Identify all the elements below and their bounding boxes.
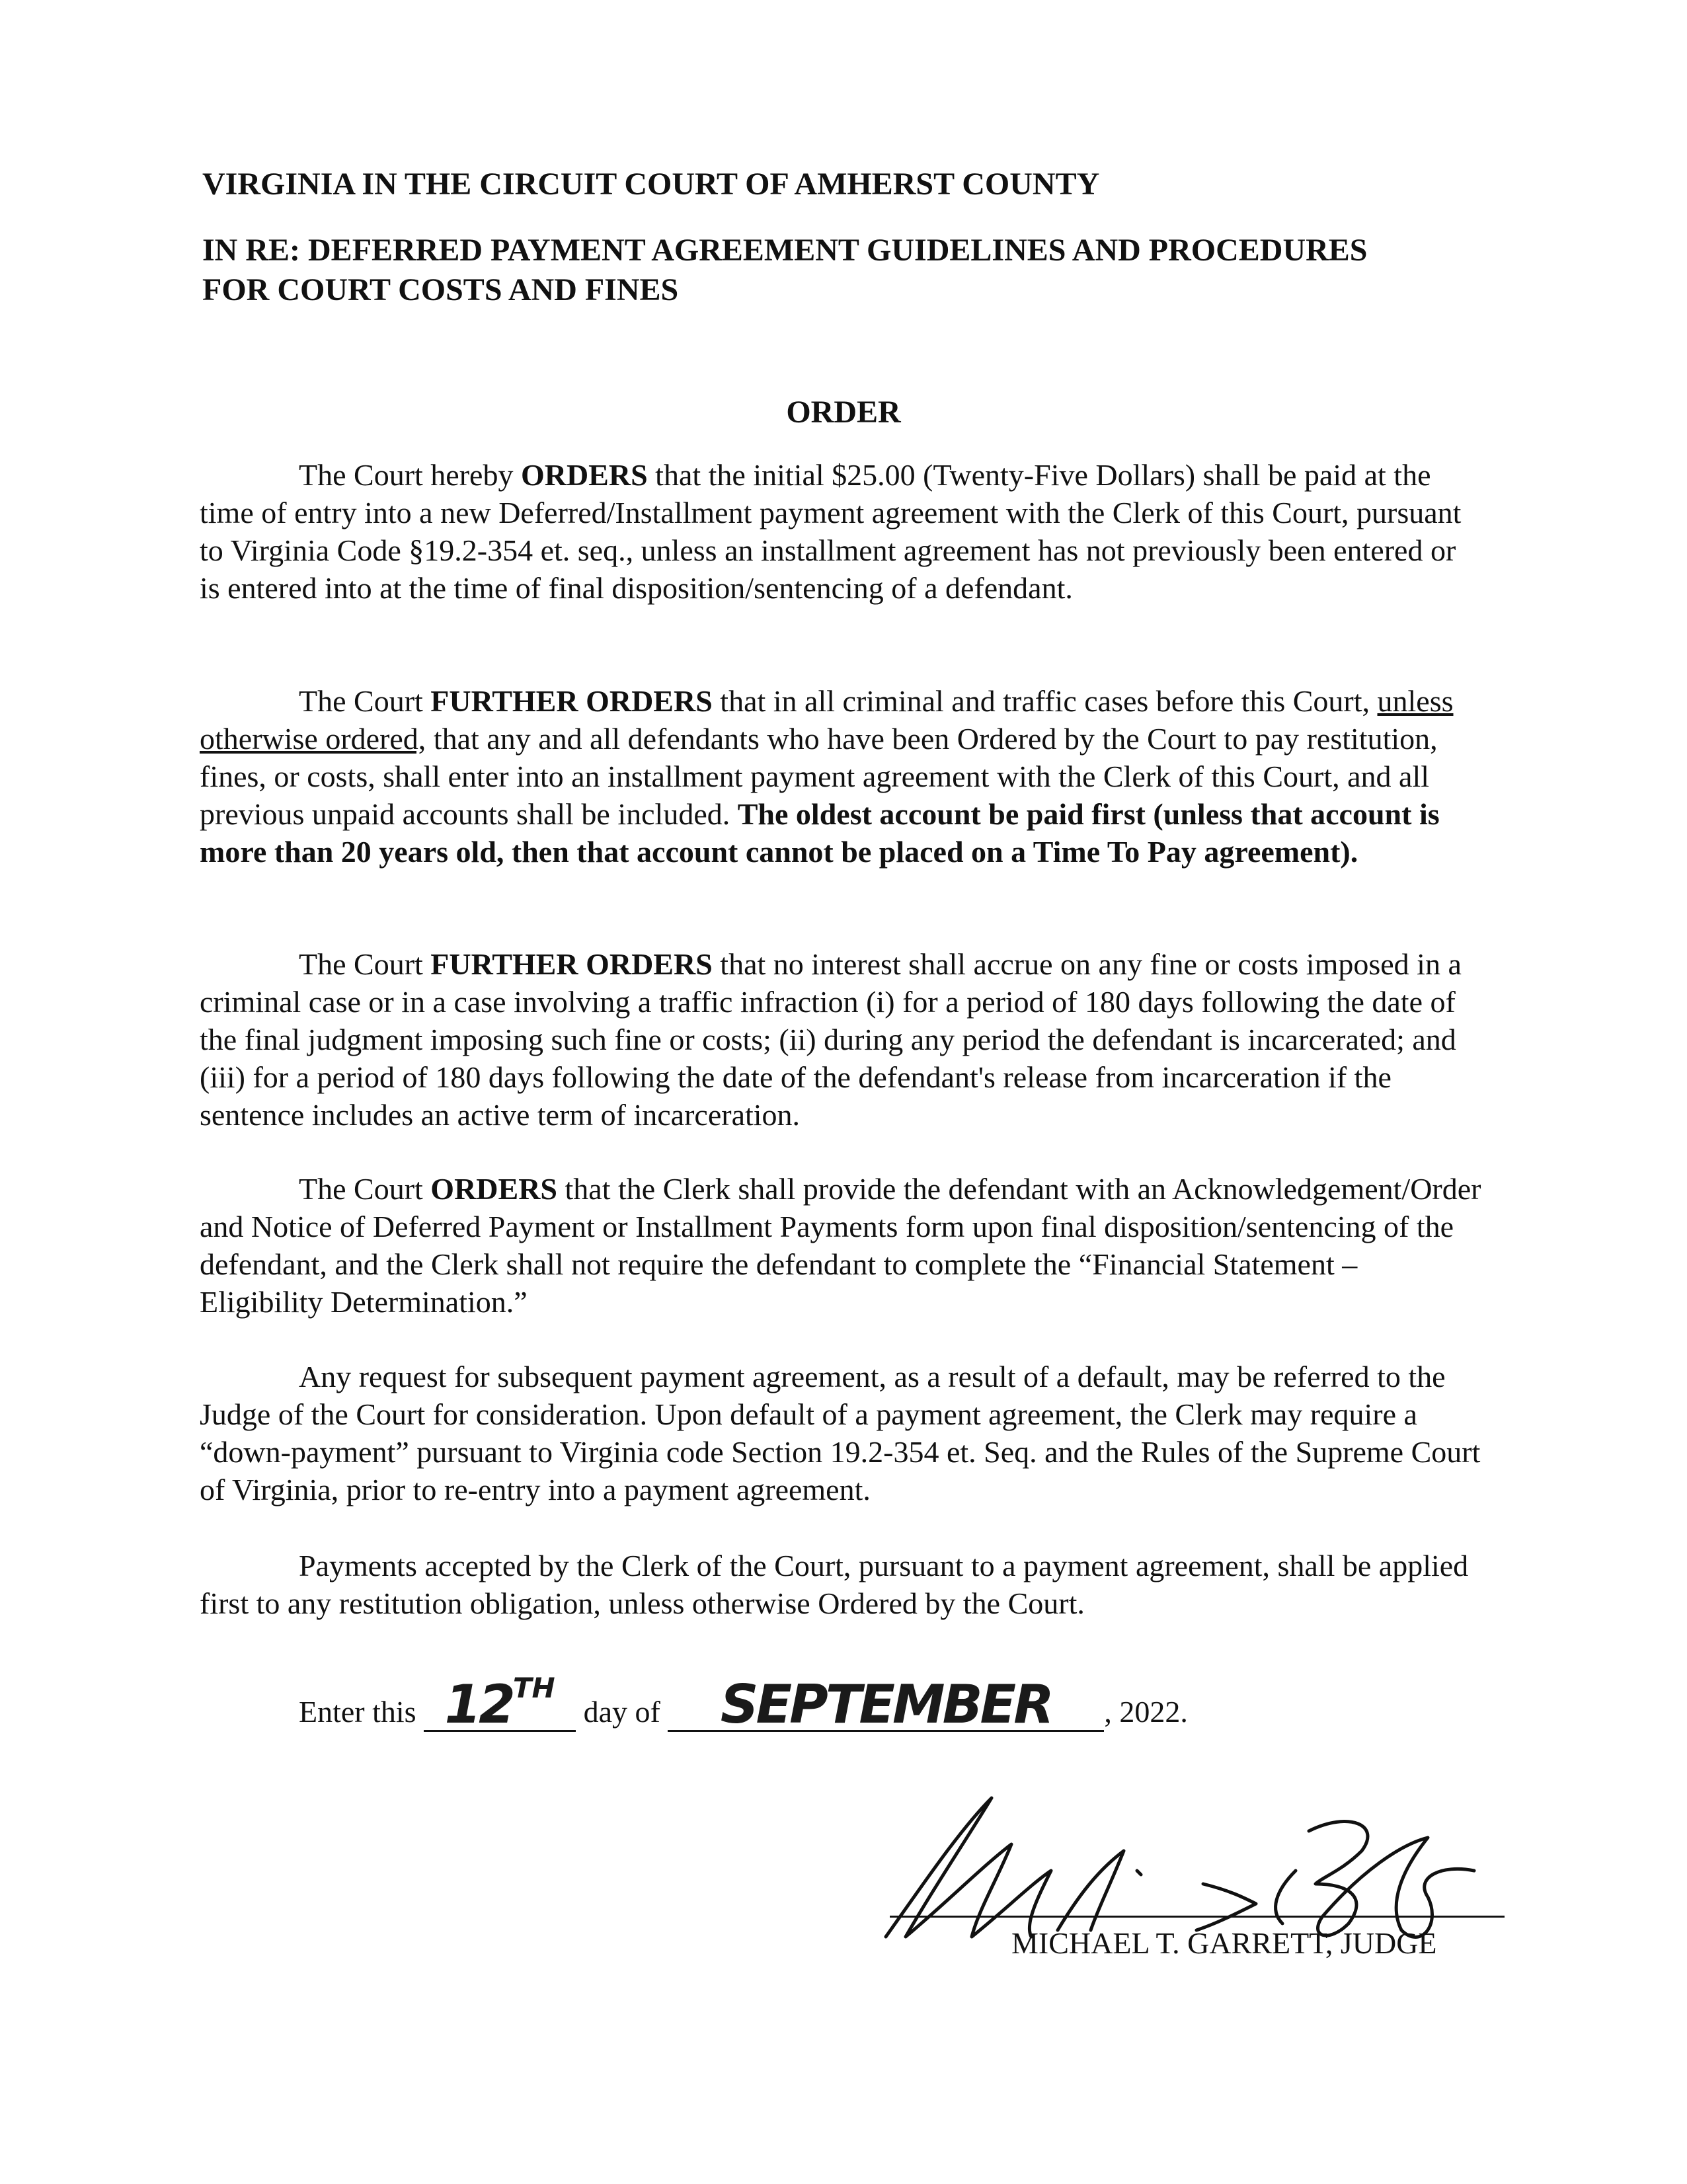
paragraph-restitution: Payments accepted by the Clerk of the Court, pursuant to a payment agreement, shall be applied first to any restitution obligation, unless otherwise Ordered by the Court. <box>200 1549 1469 1620</box>
signature-stroke-3 <box>1137 1871 1141 1875</box>
in-re-heading-line1: IN RE: DEFERRED PAYMENT AGREEMENT GUIDELINES AND PROCEDURES <box>202 233 1368 268</box>
signature-stroke-4 <box>1197 1884 1256 1930</box>
signature-stroke-2 <box>1058 1851 1124 1930</box>
year-text: , 2022. <box>1104 1695 1188 1729</box>
paragraph-interest: The Court FURTHER ORDERS that no interest shall accrue on any fine or costs imposed in a criminal case or in a case involving a traffic infraction (i) for a period of 180 days following the date of the final judgment imposing such fine or costs; (ii) during any period the defendant is incarcerated; and (iii) for a period of 180 days following the date of the defendant's release from incarceration if the sentence includes an active term of incarceration. <box>200 947 1462 1132</box>
order-title: ORDER <box>786 395 901 430</box>
paragraph-acknowledgement: The Court ORDERS that the Clerk shall provide the defendant with an Acknowledgement/Order and Notice of Deferred Payment or Installment Payments form upon final disposition/sentencing of the defendant, and the Clerk shall not require the defendant to complete the “Financial Statement – Eligibility Determination.” <box>200 1172 1481 1319</box>
day-blank <box>424 1672 576 1735</box>
judge-name: MICHAEL T. GARRETT, JUDGE <box>1011 1926 1437 1960</box>
handwritten-day: 12TH <box>444 1672 555 1735</box>
paragraph-initial-payment: The Court hereby ORDERS that the initial $25.00 (Twenty-Five Dollars) shall be paid at the time of entry into a new Deferred/Installment payment agreement with the Clerk of this Court, pursuant to Virginia Code §19.2-354 et. seq., unless an installment agreement has not previously been entered or is entered into at the time of final disposition/sentencing of a defendant. <box>200 458 1462 605</box>
entry-date-line <box>299 1672 1188 1735</box>
signature-stroke-6 <box>1309 1822 1474 1937</box>
paragraph-subsequent-agreement: Any request for subsequent payment agreement, as a result of a default, may be referred to the Judge of the Court for consideration. Upon default of a payment agreement, the Clerk may require a “down-payment” pursuant to Virginia code Section 19.2-354 et. Seq. and the Rules of the Supreme Court of Virginia, prior to re-entry into a payment agreement. <box>200 1360 1481 1506</box>
day-of-label: day of <box>583 1695 660 1729</box>
enter-prefix: Enter this <box>299 1695 416 1729</box>
month-blank <box>668 1674 1104 1735</box>
paragraph-installment-agreement: The Court FURTHER ORDERS that in all criminal and traffic cases before this Court, unless otherwise ordered, that any and all defendants who have been Ordered by the Court to pay restitution, fines, or costs, shall enter into an installment payment agreement with the Clerk of this Court, and all previous unpaid accounts shall be included. The oldest account be paid first (unless that account is more than 20 years old, then that account cannot be placed on a Time To Pay agreement). <box>200 684 1454 869</box>
handwritten-month: SEPTEMBER <box>720 1674 1052 1735</box>
signature-line <box>890 1916 1505 1918</box>
in-re-heading-line2: FOR COURT COSTS AND FINES <box>202 272 679 307</box>
court-heading: VIRGINIA IN THE CIRCUIT COURT OF AMHERST COUNTY <box>202 167 1100 202</box>
